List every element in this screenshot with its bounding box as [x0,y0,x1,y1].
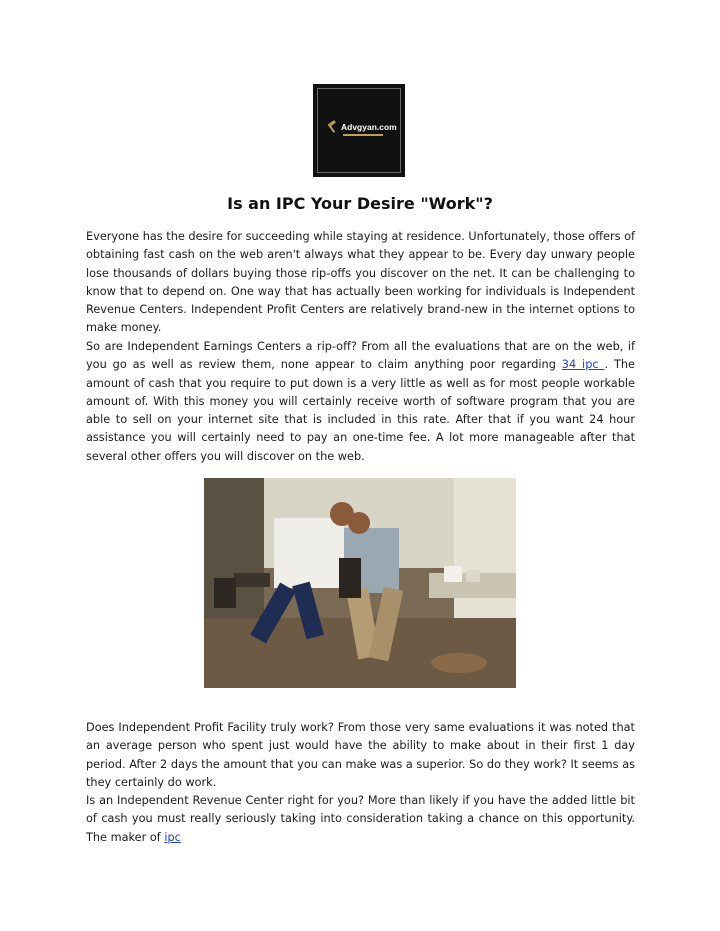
link-34-ipc[interactable]: 34 ipc [561,358,605,372]
gavel-icon [326,120,340,134]
paragraph-3-text: Does Independent Profit Facility truly work? From those very same evaluations it was noted that an average person who spent just would have the ability to make about in their first 1 day period. After 2 days the amount that you can make was a superior. So do they work? It seems as they certainly do work. [86,721,635,789]
office-fight-photo [204,478,516,688]
paragraph-1 [86,228,635,338]
paragraph-4-text-before: Is an Independent Revenue Center right for you? More than likely if you have the added little bit of cash you must really seriously taking into consideration taking a chance on this opportunity. The maker of [86,794,635,844]
paragraph-3 [86,719,635,792]
page-title: Is an IPC Your Desire "Work"? [227,194,493,213]
photo-illustration [204,478,516,688]
paragraph-1-text: Everyone has the desire for succeeding while staying at residence. Unfortunately, those offers of obtaining fast cash on the web aren't always what they appear to be. Every day unwary people lose thousands of dollars buying those rip-offs you discover on the net. It can be challenging to know that to depend on. One way that has actually been working for individuals is Independent Revenue Centers. Independent Profit Centers are relatively brand-new in the internet options to make money. [86,230,635,335]
link-ipc[interactable]: ipc [164,830,181,844]
paragraph-4 [86,792,635,847]
logo-underline [343,134,383,136]
paragraph-2 [86,338,635,466]
paragraph-2-text-after: . The amount of cash that you require to put down is a very little as well as for most people workable amount of. With this money you will certainly receive worth of software program that you are able to sell on your internet site that is included in this rate. After that if you want 24 hour assistance you will certainly need to pay an one-time fee. A lot more manageable after that several other offers you will discover on the web. [86,358,635,463]
site-logo [313,84,405,177]
logo-text: Advgyan.com [341,122,397,132]
paragraph-2-text-before: So are Independent Earnings Centers a rip-off? From all the evaluations that are on the web, if you go as well as review them, none appear to claim anything poor regarding [86,340,635,372]
